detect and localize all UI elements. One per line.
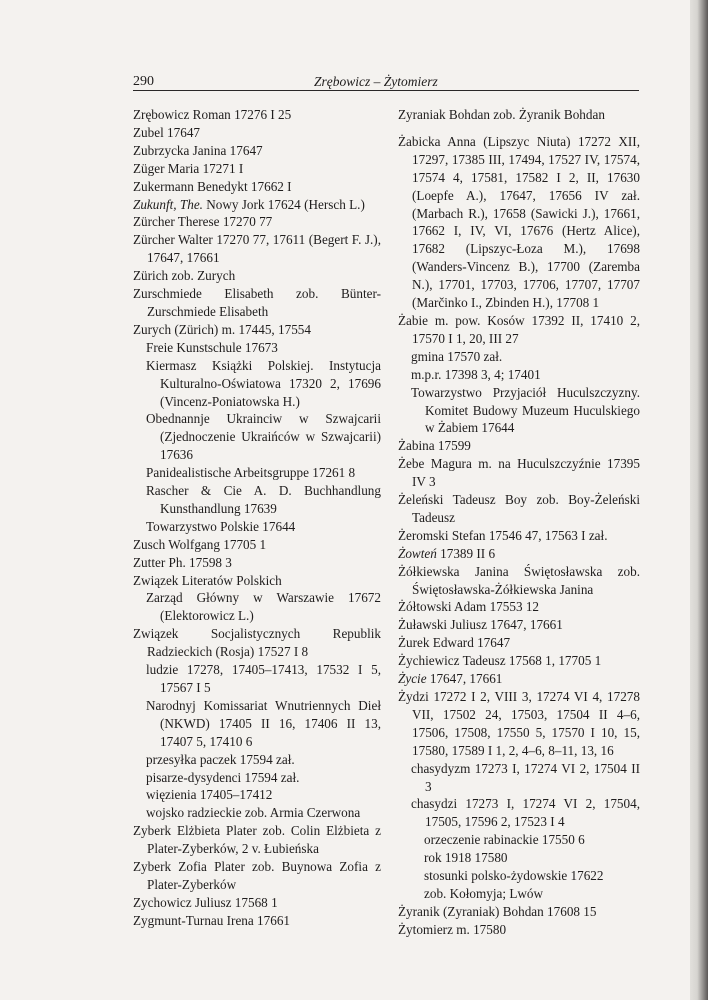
index-entry (398, 670, 640, 688)
index-entry (133, 285, 381, 321)
index-entry-text: 17647, 17661 (426, 671, 503, 687)
index-entry (398, 563, 640, 599)
index-entry-text: chasydzi 17273 I, 17274 VI 2, 17504, 17505, 17596 2, 17523 I 4 (411, 796, 640, 830)
index-entry-text: chasydyzm 17273 I, 17274 VI 2, 17504 II 3 (411, 760, 640, 794)
index-entry-text: Zurych (Zürich) m. 17445, 17554 (133, 321, 311, 337)
index-entry-text: Żeleński Tadeusz Boy zob. Boy-Żeleński Tadeusz (398, 492, 640, 525)
index-entry-text: Zusch Wolfgang 17705 1 (133, 536, 267, 552)
index-entry (398, 688, 640, 760)
page-header (133, 72, 639, 92)
index-entry-text: ludzie 17278, 17405–17413, 17532 I 5, 17567 I 5 (146, 662, 381, 695)
index-entry-text: Narodnyj Komissariat Wnutriennych Dieł (NKWD) 17405 II 16, 17406 II 13, 17407 5, 17410 6 (146, 697, 381, 749)
index-entry (146, 589, 381, 625)
index-entry-text: Żebe Magura m. na Huculszczyźnie 17395 IV 3 (398, 456, 640, 490)
index-entry-text: Towarzystwo Polskie 17644 (146, 518, 296, 534)
index-entry (398, 903, 640, 921)
index-entry (133, 822, 381, 858)
index-entry (411, 760, 640, 796)
index-entry-text: więzienia 17405–17412 (146, 787, 273, 803)
index-entry (146, 482, 381, 518)
index-entry-text: wojsko radzieckie zob. Armia Czerwona (146, 805, 361, 821)
page-number: 290 (133, 74, 154, 89)
index-entry (424, 831, 640, 849)
index-entry (133, 625, 381, 661)
index-entry-text: Żabina 17599 (398, 438, 471, 454)
index-entry-text: Zukermann Benedykt 17662 I (133, 178, 292, 194)
index-entry (133, 894, 381, 912)
index-entry (146, 786, 381, 804)
index-entry (398, 312, 640, 348)
index-entry (411, 366, 640, 384)
index-entry-text: Zyraniak Bohdan zob. Żyranik Bohdan (398, 107, 605, 122)
index-entry (146, 464, 381, 482)
index-entry-text: Panidealistische Arbeitsgruppe 17261 8 (146, 465, 356, 481)
index-entry-text: Żabicka Anna (Lipszyc Niuta) 17272 XII, 17297, 17385 III, 17494, 17527 IV, 17574, 17574 4, 17581, 17582 I 2, II, 17630 (Loepfe A.), 17647, 17656 IV zał. (Marbach R.), 17658 (Sawicki J.), 17661, 17662 I, IV, VI, 17676 (Hertz Alice), 17682 (Lipszyc-Łoza M.), 17698 (Wanders-Vincenz B.), 17700 (Zaremba N.), 17701, 17703, 17706, 17707, 17707 (Marčinko I., Zbinden H.), 17708 1 (398, 133, 640, 311)
index-entry-text: Związek Literatów Polskich (133, 572, 282, 588)
index-entry-text: rok 1918 17580 (424, 850, 508, 866)
index-entry-text: Zurschmiede Elisabeth zob. Bünter-Zurschmiede Elisabeth (133, 286, 381, 319)
index-entry-text: Żurek Edward 17647 (398, 635, 511, 651)
index-entry (398, 545, 640, 563)
index-entry-text: Zubrzycka Janina 17647 (133, 142, 263, 158)
index-entry-text: Żyranik (Zyraniak) Bohdan 17608 15 (398, 903, 597, 919)
index-entry-text: m.p.r. 17398 3, 4; 17401 (411, 366, 541, 382)
index-entry (146, 751, 381, 769)
index-entry-text: Zyberk Elżbieta Plater zob. Colin Elżbieta z Plater-Zyberków, 2 v. Łubieńska (133, 823, 381, 857)
index-entry (398, 133, 640, 312)
index-entry-text: Nowy Jork 17624 (Hersch L.) (202, 196, 365, 212)
index-entry (146, 357, 381, 411)
index-entry-text: Żychiewicz Tadeusz 17568 1, 17705 1 (398, 653, 602, 669)
index-entry (133, 196, 381, 214)
index-entry (398, 921, 640, 939)
index-entry-text: Żeromski Stefan 17546 47, 17563 I zał. (398, 527, 608, 543)
index-entry (133, 267, 381, 285)
index-entry (424, 885, 640, 903)
index-entry (133, 160, 381, 178)
index-entry (411, 795, 640, 831)
index-entry (398, 106, 640, 124)
index-entry-text: Zyberk Zofia Plater zob. Buynowa Zofia z Plater-Zyberków (133, 859, 381, 892)
index-entry (398, 437, 640, 455)
index-entry-text: gmina 17570 zał. (411, 348, 503, 364)
index-entry (133, 231, 381, 267)
index-entry-text: pisarze-dysydenci 17594 zał. (146, 769, 300, 785)
index-entry-text: przesyłka paczek 17594 zał. (146, 751, 295, 767)
index-entry (398, 634, 640, 652)
index-entry-text: 17389 II 6 (436, 545, 496, 561)
index-entry (146, 410, 381, 464)
index-entry-text: Żabie m. pow. Kosów 17392 II, 17410 2, 17570 I 1, 20, III 27 (398, 312, 640, 346)
index-entry (146, 339, 381, 357)
index-entry (398, 652, 640, 670)
index-entry (398, 455, 640, 491)
index-entry-text: Żółtowski Adam 17553 12 (398, 599, 540, 615)
index-entry (146, 804, 381, 822)
index-entry (146, 697, 381, 751)
index-entry (133, 213, 381, 231)
index-entry-text: Zychowicz Juliusz 17568 1 (133, 894, 278, 910)
header-rule (133, 90, 639, 91)
index-entry-text: orzeczenie rabinackie 17550 6 (424, 832, 585, 848)
index-entry-text: zob. Kołomyja; Lwów (424, 885, 544, 901)
index-entry-text: Zürich zob. Zurych (133, 268, 236, 284)
index-entry (133, 124, 381, 142)
index-entry-text: Zygmunt-Turnau Irena 17661 (133, 912, 291, 928)
index-entry (398, 491, 640, 527)
index-entry (146, 518, 381, 536)
index-entry-text: Żydzi 17272 I 2, VIII 3, 17274 VI 4, 17278 VII, 17502 24, 17503, 17504 II 4–6, 17506, 17508, 17550 5, 17570 I 10, 15, 17580, 17589 I 1, 2, 4–6, 8–11, 13, 16 (398, 689, 640, 758)
index-entry-title: Żowteń (398, 545, 437, 561)
index-entry (398, 527, 640, 545)
index-entry-text: Żółkiewska Janina Świętosławska zob. Świętosławska-Żółkiewska Janina (398, 563, 640, 597)
index-entry (133, 106, 381, 124)
index-entry-text: Kiermasz Książki Polskiej. Instytucja Kulturalno-Oświatowa 17320 2, 17696 (Vincenz-Poniatowska H.) (146, 357, 381, 409)
index-entry (398, 616, 640, 634)
index-entry-text: Zürcher Walter 17270 77, 17611 (Begert F. J.), 17647, 17661 (133, 232, 381, 266)
index-entry (133, 554, 381, 572)
index-entry-text: Obednannje Ukraincіw w Szwajcarii (Zjednoczenie Ukraińców w Szwajcarii) 17636 (146, 411, 381, 463)
index-entry (133, 178, 381, 196)
index-entry-text: Żuławski Juliusz 17647, 17661 (398, 617, 563, 633)
index-entry (146, 769, 381, 787)
index-entry (133, 572, 381, 590)
running-title: Zrębowicz – Żytomierz (314, 74, 438, 89)
index-entry-text: Freie Kunstschule 17673 (146, 339, 278, 355)
index-entry (146, 661, 381, 697)
index-entry (411, 384, 640, 438)
index-column-right (398, 106, 640, 939)
index-entry (398, 598, 640, 616)
index-entry (133, 858, 381, 894)
index-entry-text: Rascher & Cie A. D. Buchhandlung Kunsthandlung 17639 (146, 483, 381, 516)
index-entry-text: Zrębowicz Roman 17276 I 25 (133, 107, 292, 122)
index-entry-text: Związek Socjalistycznych Republik Radzieckich (Rosja) 17527 I 8 (133, 626, 381, 660)
index-entry-title: Życie (398, 671, 427, 687)
index-column-left (133, 106, 381, 930)
index-entry (133, 321, 381, 339)
index-entry (133, 142, 381, 160)
index-entry-text: Züger Maria 17271 I (133, 160, 244, 176)
index-entry-text: stosunki polsko-żydowskie 17622 (424, 868, 604, 884)
index-entry (133, 536, 381, 554)
index-entry-text: Zarząd Główny w Warszawie 17672 (Elektorowicz L.) (146, 590, 381, 624)
page-edge (690, 0, 708, 1000)
index-entry-text: Zubel 17647 (133, 124, 201, 140)
index-entry-title: Zukunft, The. (133, 196, 203, 212)
index-entry (424, 849, 640, 867)
index-entry-text: Żytomierz m. 17580 (398, 921, 507, 937)
index-entry (133, 912, 381, 930)
index-entry (411, 348, 640, 366)
index-entry-text: Zürcher Therese 17270 77 (133, 214, 273, 230)
index-entry-text: Zutter Ph. 17598 3 (133, 554, 232, 570)
index-entry-text: Towarzystwo Przyjaciół Huculszczyzny. Komitet Budowy Muzeum Huculskiego w Żabiem 17644 (411, 384, 640, 436)
index-entry (424, 867, 640, 885)
